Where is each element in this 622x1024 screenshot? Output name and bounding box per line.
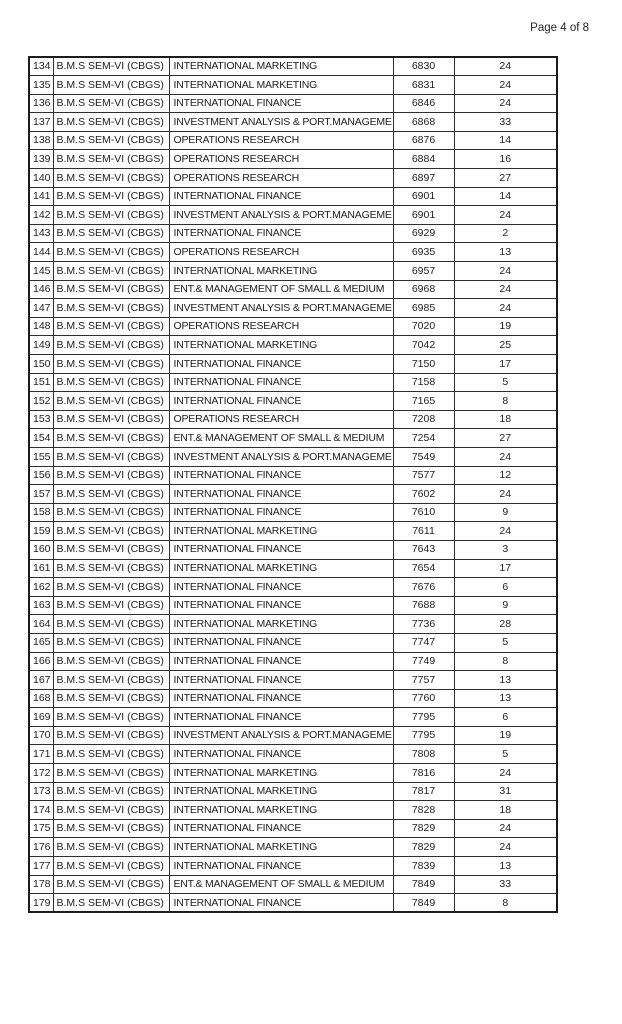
cell-code: 7676	[393, 578, 454, 597]
cell-subject: INTERNATIONAL FINANCE	[169, 485, 393, 504]
cell-sr-no: 134	[29, 57, 53, 76]
cell-code: 7577	[393, 466, 454, 485]
cell-subject: INTERNATIONAL MARKETING	[169, 76, 393, 95]
cell-sr-no: 173	[29, 782, 53, 801]
cell-sr-no: 167	[29, 671, 53, 690]
cell-subject: INTERNATIONAL FINANCE	[169, 373, 393, 392]
table-row	[29, 224, 557, 243]
table-row	[29, 392, 557, 411]
cell-code: 7849	[393, 875, 454, 894]
cell-sr-no: 156	[29, 466, 53, 485]
cell-sr-no: 151	[29, 373, 53, 392]
cell-code: 6935	[393, 243, 454, 262]
table-row	[29, 522, 557, 541]
cell-class: B.M.S SEM-VI (CBGS)	[53, 894, 169, 913]
cell-sr-no: 166	[29, 652, 53, 671]
cell-class: B.M.S SEM-VI (CBGS)	[53, 317, 169, 336]
cell-code: 7654	[393, 559, 454, 578]
cell-count: 19	[454, 317, 557, 336]
cell-sr-no: 168	[29, 689, 53, 708]
table-row	[29, 373, 557, 392]
cell-class: B.M.S SEM-VI (CBGS)	[53, 708, 169, 727]
cell-sr-no: 178	[29, 875, 53, 894]
cell-code: 7042	[393, 336, 454, 355]
cell-class: B.M.S SEM-VI (CBGS)	[53, 801, 169, 820]
cell-class: B.M.S SEM-VI (CBGS)	[53, 299, 169, 318]
cell-class: B.M.S SEM-VI (CBGS)	[53, 745, 169, 764]
cell-count: 14	[454, 187, 557, 206]
cell-count: 13	[454, 689, 557, 708]
cell-count: 19	[454, 726, 557, 745]
table-row	[29, 57, 557, 76]
cell-subject: OPERATIONS RESEARCH	[169, 410, 393, 429]
cell-count: 14	[454, 131, 557, 150]
cell-count: 3	[454, 540, 557, 559]
cell-count: 24	[454, 838, 557, 857]
cell-subject: INTERNATIONAL FINANCE	[169, 355, 393, 374]
table-body	[29, 57, 557, 912]
table-row	[29, 838, 557, 857]
cell-class: B.M.S SEM-VI (CBGS)	[53, 262, 169, 281]
cell-class: B.M.S SEM-VI (CBGS)	[53, 596, 169, 615]
cell-class: B.M.S SEM-VI (CBGS)	[53, 875, 169, 894]
results-table	[28, 56, 558, 913]
cell-subject: INTERNATIONAL FINANCE	[169, 633, 393, 652]
cell-sr-no: 155	[29, 447, 53, 466]
cell-code: 7747	[393, 633, 454, 652]
cell-subject: INTERNATIONAL MARKETING	[169, 801, 393, 820]
cell-class: B.M.S SEM-VI (CBGS)	[53, 76, 169, 95]
cell-count: 33	[454, 113, 557, 132]
cell-sr-no: 177	[29, 857, 53, 876]
cell-class: B.M.S SEM-VI (CBGS)	[53, 819, 169, 838]
cell-class: B.M.S SEM-VI (CBGS)	[53, 373, 169, 392]
cell-count: 13	[454, 243, 557, 262]
cell-sr-no: 158	[29, 503, 53, 522]
cell-code: 7688	[393, 596, 454, 615]
cell-code: 7736	[393, 615, 454, 634]
cell-sr-no: 176	[29, 838, 53, 857]
cell-subject: INVESTMENT ANALYSIS & PORT.MANAGEME	[169, 113, 393, 132]
cell-class: B.M.S SEM-VI (CBGS)	[53, 540, 169, 559]
cell-class: B.M.S SEM-VI (CBGS)	[53, 94, 169, 113]
cell-subject: INTERNATIONAL MARKETING	[169, 522, 393, 541]
cell-count: 24	[454, 206, 557, 225]
cell-count: 16	[454, 150, 557, 169]
cell-class: B.M.S SEM-VI (CBGS)	[53, 652, 169, 671]
cell-class: B.M.S SEM-VI (CBGS)	[53, 429, 169, 448]
table-row	[29, 615, 557, 634]
cell-subject: INTERNATIONAL FINANCE	[169, 503, 393, 522]
cell-count: 24	[454, 485, 557, 504]
cell-class: B.M.S SEM-VI (CBGS)	[53, 243, 169, 262]
cell-class: B.M.S SEM-VI (CBGS)	[53, 336, 169, 355]
cell-code: 7150	[393, 355, 454, 374]
cell-subject: OPERATIONS RESEARCH	[169, 150, 393, 169]
cell-sr-no: 150	[29, 355, 53, 374]
table-row	[29, 671, 557, 690]
cell-class: B.M.S SEM-VI (CBGS)	[53, 57, 169, 76]
table-row	[29, 355, 557, 374]
cell-subject: INVESTMENT ANALYSIS & PORT.MANAGEME	[169, 299, 393, 318]
cell-code: 6901	[393, 187, 454, 206]
cell-subject: ENT.& MANAGEMENT OF SMALL & MEDIUM	[169, 429, 393, 448]
cell-subject: INTERNATIONAL MARKETING	[169, 336, 393, 355]
cell-sr-no: 145	[29, 262, 53, 281]
table-row	[29, 150, 557, 169]
table-row	[29, 131, 557, 150]
cell-code: 7817	[393, 782, 454, 801]
cell-code: 7158	[393, 373, 454, 392]
cell-subject: INTERNATIONAL MARKETING	[169, 559, 393, 578]
cell-count: 17	[454, 355, 557, 374]
cell-code: 7795	[393, 726, 454, 745]
cell-code: 6901	[393, 206, 454, 225]
cell-sr-no: 175	[29, 819, 53, 838]
cell-subject: INTERNATIONAL FINANCE	[169, 745, 393, 764]
cell-count: 24	[454, 57, 557, 76]
table-row	[29, 652, 557, 671]
cell-sr-no: 170	[29, 726, 53, 745]
cell-count: 9	[454, 596, 557, 615]
cell-sr-no: 171	[29, 745, 53, 764]
table-row	[29, 299, 557, 318]
cell-subject: INTERNATIONAL MARKETING	[169, 764, 393, 783]
cell-class: B.M.S SEM-VI (CBGS)	[53, 633, 169, 652]
cell-sr-no: 154	[29, 429, 53, 448]
cell-code: 7808	[393, 745, 454, 764]
cell-code: 6884	[393, 150, 454, 169]
cell-class: B.M.S SEM-VI (CBGS)	[53, 187, 169, 206]
cell-sr-no: 169	[29, 708, 53, 727]
cell-class: B.M.S SEM-VI (CBGS)	[53, 280, 169, 299]
cell-count: 28	[454, 615, 557, 634]
cell-class: B.M.S SEM-VI (CBGS)	[53, 615, 169, 634]
cell-sr-no: 163	[29, 596, 53, 615]
cell-sr-no: 161	[29, 559, 53, 578]
cell-subject: INTERNATIONAL MARKETING	[169, 57, 393, 76]
cell-count: 27	[454, 169, 557, 188]
cell-code: 6957	[393, 262, 454, 281]
cell-class: B.M.S SEM-VI (CBGS)	[53, 689, 169, 708]
cell-subject: INTERNATIONAL FINANCE	[169, 94, 393, 113]
cell-sr-no: 172	[29, 764, 53, 783]
cell-code: 7020	[393, 317, 454, 336]
cell-count: 24	[454, 522, 557, 541]
table-row	[29, 169, 557, 188]
table-row	[29, 745, 557, 764]
cell-subject: INTERNATIONAL FINANCE	[169, 466, 393, 485]
table-row	[29, 782, 557, 801]
table-row	[29, 540, 557, 559]
cell-count: 6	[454, 708, 557, 727]
cell-count: 25	[454, 336, 557, 355]
cell-sr-no: 157	[29, 485, 53, 504]
table-row	[29, 708, 557, 727]
cell-sr-no: 138	[29, 131, 53, 150]
cell-class: B.M.S SEM-VI (CBGS)	[53, 150, 169, 169]
cell-class: B.M.S SEM-VI (CBGS)	[53, 485, 169, 504]
cell-sr-no: 160	[29, 540, 53, 559]
table-row	[29, 559, 557, 578]
cell-subject: INTERNATIONAL FINANCE	[169, 652, 393, 671]
table-row	[29, 447, 557, 466]
cell-code: 7829	[393, 838, 454, 857]
cell-class: B.M.S SEM-VI (CBGS)	[53, 857, 169, 876]
cell-count: 8	[454, 652, 557, 671]
cell-code: 7828	[393, 801, 454, 820]
cell-sr-no: 142	[29, 206, 53, 225]
cell-sr-no: 137	[29, 113, 53, 132]
cell-subject: OPERATIONS RESEARCH	[169, 131, 393, 150]
cell-sr-no: 149	[29, 336, 53, 355]
cell-subject: INTERNATIONAL FINANCE	[169, 708, 393, 727]
cell-subject: INVESTMENT ANALYSIS & PORT.MANAGEME	[169, 206, 393, 225]
cell-subject: INTERNATIONAL FINANCE	[169, 392, 393, 411]
cell-subject: INTERNATIONAL FINANCE	[169, 689, 393, 708]
cell-sr-no: 143	[29, 224, 53, 243]
cell-subject: INTERNATIONAL MARKETING	[169, 838, 393, 857]
cell-subject: INTERNATIONAL MARKETING	[169, 262, 393, 281]
table-row	[29, 875, 557, 894]
cell-count: 2	[454, 224, 557, 243]
cell-class: B.M.S SEM-VI (CBGS)	[53, 224, 169, 243]
cell-code: 6868	[393, 113, 454, 132]
table-row	[29, 894, 557, 913]
cell-class: B.M.S SEM-VI (CBGS)	[53, 522, 169, 541]
cell-sr-no: 148	[29, 317, 53, 336]
cell-class: B.M.S SEM-VI (CBGS)	[53, 169, 169, 188]
cell-code: 6876	[393, 131, 454, 150]
cell-code: 7849	[393, 894, 454, 913]
table-row	[29, 410, 557, 429]
cell-class: B.M.S SEM-VI (CBGS)	[53, 726, 169, 745]
cell-class: B.M.S SEM-VI (CBGS)	[53, 355, 169, 374]
table-row	[29, 726, 557, 745]
cell-sr-no: 135	[29, 76, 53, 95]
table-row	[29, 857, 557, 876]
cell-count: 31	[454, 782, 557, 801]
cell-sr-no: 146	[29, 280, 53, 299]
table-row	[29, 94, 557, 113]
cell-subject: INTERNATIONAL FINANCE	[169, 894, 393, 913]
cell-subject: ENT.& MANAGEMENT OF SMALL & MEDIUM	[169, 280, 393, 299]
cell-count: 24	[454, 94, 557, 113]
cell-class: B.M.S SEM-VI (CBGS)	[53, 206, 169, 225]
cell-code: 6846	[393, 94, 454, 113]
cell-count: 33	[454, 875, 557, 894]
cell-code: 7757	[393, 671, 454, 690]
cell-code: 6929	[393, 224, 454, 243]
cell-sr-no: 144	[29, 243, 53, 262]
cell-count: 5	[454, 373, 557, 392]
cell-subject: INTERNATIONAL FINANCE	[169, 540, 393, 559]
cell-subject: INTERNATIONAL FINANCE	[169, 187, 393, 206]
cell-count: 8	[454, 392, 557, 411]
cell-class: B.M.S SEM-VI (CBGS)	[53, 447, 169, 466]
cell-sr-no: 152	[29, 392, 53, 411]
table-row	[29, 206, 557, 225]
table-row	[29, 596, 557, 615]
table-row	[29, 262, 557, 281]
cell-count: 8	[454, 894, 557, 913]
cell-count: 24	[454, 76, 557, 95]
table-row	[29, 466, 557, 485]
cell-count: 5	[454, 745, 557, 764]
cell-sr-no: 139	[29, 150, 53, 169]
cell-code: 7254	[393, 429, 454, 448]
cell-code: 7839	[393, 857, 454, 876]
cell-subject: INTERNATIONAL FINANCE	[169, 857, 393, 876]
cell-class: B.M.S SEM-VI (CBGS)	[53, 764, 169, 783]
cell-code: 7165	[393, 392, 454, 411]
cell-count: 6	[454, 578, 557, 597]
cell-subject: INTERNATIONAL FINANCE	[169, 578, 393, 597]
cell-count: 24	[454, 262, 557, 281]
cell-subject: INTERNATIONAL FINANCE	[169, 224, 393, 243]
cell-sr-no: 179	[29, 894, 53, 913]
cell-code: 7816	[393, 764, 454, 783]
cell-count: 12	[454, 466, 557, 485]
cell-class: B.M.S SEM-VI (CBGS)	[53, 113, 169, 132]
page-number: Page 4 of 8	[530, 22, 589, 34]
cell-count: 18	[454, 410, 557, 429]
cell-subject: INTERNATIONAL FINANCE	[169, 819, 393, 838]
cell-code: 7643	[393, 540, 454, 559]
table-row	[29, 578, 557, 597]
cell-class: B.M.S SEM-VI (CBGS)	[53, 392, 169, 411]
cell-subject: INTERNATIONAL FINANCE	[169, 671, 393, 690]
cell-code: 6897	[393, 169, 454, 188]
cell-sr-no: 164	[29, 615, 53, 634]
cell-class: B.M.S SEM-VI (CBGS)	[53, 503, 169, 522]
cell-class: B.M.S SEM-VI (CBGS)	[53, 671, 169, 690]
cell-subject: INVESTMENT ANALYSIS & PORT.MANAGEME	[169, 447, 393, 466]
cell-class: B.M.S SEM-VI (CBGS)	[53, 559, 169, 578]
cell-subject: INTERNATIONAL MARKETING	[169, 782, 393, 801]
cell-code: 7549	[393, 447, 454, 466]
cell-class: B.M.S SEM-VI (CBGS)	[53, 131, 169, 150]
cell-class: B.M.S SEM-VI (CBGS)	[53, 410, 169, 429]
cell-code: 7602	[393, 485, 454, 504]
cell-code: 7208	[393, 410, 454, 429]
cell-count: 24	[454, 764, 557, 783]
cell-subject: OPERATIONS RESEARCH	[169, 243, 393, 262]
table-row	[29, 113, 557, 132]
table-row	[29, 633, 557, 652]
cell-count: 24	[454, 819, 557, 838]
cell-subject: OPERATIONS RESEARCH	[169, 317, 393, 336]
table-row	[29, 336, 557, 355]
cell-sr-no: 174	[29, 801, 53, 820]
cell-count: 17	[454, 559, 557, 578]
cell-count: 13	[454, 857, 557, 876]
cell-count: 24	[454, 280, 557, 299]
cell-sr-no: 162	[29, 578, 53, 597]
cell-subject: ENT.& MANAGEMENT OF SMALL & MEDIUM	[169, 875, 393, 894]
table-row	[29, 429, 557, 448]
cell-sr-no: 147	[29, 299, 53, 318]
table-row	[29, 689, 557, 708]
cell-class: B.M.S SEM-VI (CBGS)	[53, 466, 169, 485]
cell-sr-no: 136	[29, 94, 53, 113]
cell-code: 6985	[393, 299, 454, 318]
table-row	[29, 76, 557, 95]
cell-subject: INTERNATIONAL FINANCE	[169, 596, 393, 615]
table-row	[29, 187, 557, 206]
cell-count: 13	[454, 671, 557, 690]
cell-class: B.M.S SEM-VI (CBGS)	[53, 782, 169, 801]
cell-code: 6831	[393, 76, 454, 95]
cell-count: 27	[454, 429, 557, 448]
table-row	[29, 317, 557, 336]
cell-class: B.M.S SEM-VI (CBGS)	[53, 578, 169, 597]
cell-count: 24	[454, 447, 557, 466]
cell-count: 24	[454, 299, 557, 318]
table-row	[29, 280, 557, 299]
table-row	[29, 819, 557, 838]
cell-code: 7611	[393, 522, 454, 541]
cell-code: 7610	[393, 503, 454, 522]
table-row	[29, 801, 557, 820]
table-row	[29, 243, 557, 262]
cell-count: 18	[454, 801, 557, 820]
cell-code: 7829	[393, 819, 454, 838]
cell-code: 7795	[393, 708, 454, 727]
cell-class: B.M.S SEM-VI (CBGS)	[53, 838, 169, 857]
table-row	[29, 485, 557, 504]
cell-code: 6968	[393, 280, 454, 299]
cell-subject: OPERATIONS RESEARCH	[169, 169, 393, 188]
cell-sr-no: 153	[29, 410, 53, 429]
cell-subject: INTERNATIONAL MARKETING	[169, 615, 393, 634]
cell-code: 7749	[393, 652, 454, 671]
cell-sr-no: 159	[29, 522, 53, 541]
table-row	[29, 764, 557, 783]
cell-code: 6830	[393, 57, 454, 76]
cell-count: 9	[454, 503, 557, 522]
cell-code: 7760	[393, 689, 454, 708]
cell-sr-no: 165	[29, 633, 53, 652]
cell-subject: INVESTMENT ANALYSIS & PORT.MANAGEME	[169, 726, 393, 745]
table-row	[29, 503, 557, 522]
cell-sr-no: 141	[29, 187, 53, 206]
cell-count: 5	[454, 633, 557, 652]
cell-sr-no: 140	[29, 169, 53, 188]
